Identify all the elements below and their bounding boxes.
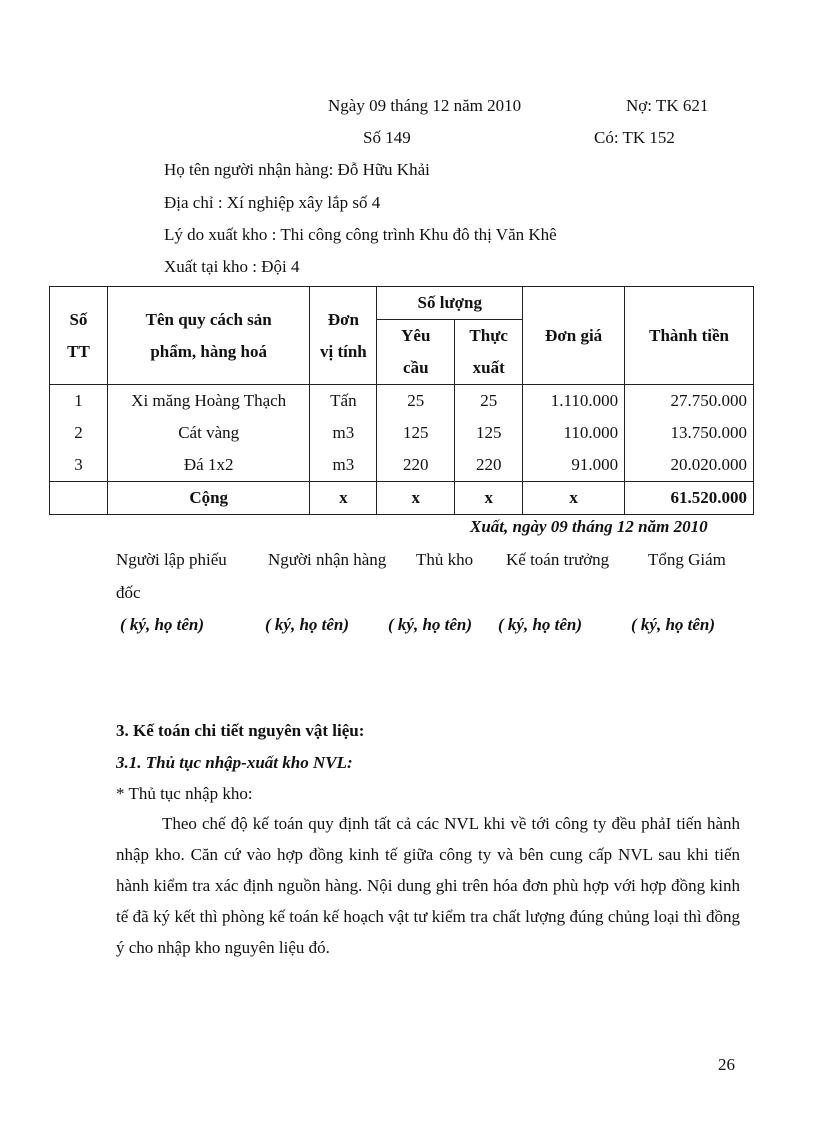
col-req-header: Yêu cầu — [377, 320, 455, 385]
row-price: 91.000 — [523, 449, 625, 482]
table-row — [50, 385, 754, 418]
row-unit: m3 — [310, 417, 377, 449]
sign-note: ( ký, họ tên) — [120, 615, 205, 634]
row-act: 220 — [455, 449, 523, 482]
col-amount-header: Thành tiền — [625, 287, 754, 385]
role-receiver: Người nhận hàng — [268, 550, 387, 569]
table-header-row-1 — [50, 287, 754, 320]
col-price-header: Đơn giá — [523, 287, 625, 385]
row-stt: 1 — [50, 385, 108, 418]
total-unit: x — [310, 482, 377, 515]
row-stt: 2 — [50, 417, 108, 449]
receiver-name: Họ tên người nhận hàng: Đỗ Hữu Khải — [164, 160, 430, 179]
row-req: 125 — [377, 417, 455, 449]
row-act: 25 — [455, 385, 523, 418]
bullet-line: * Thủ tục nhập kho: — [116, 784, 253, 803]
table-row — [50, 449, 754, 482]
row-req: 220 — [377, 449, 455, 482]
row-req: 25 — [377, 385, 455, 418]
total-row — [50, 482, 754, 515]
sign-note: ( ký, họ tên) — [388, 615, 473, 634]
sign-note: ( ký, họ tên) — [631, 615, 716, 634]
row-stt: 3 — [50, 449, 108, 482]
total-stt-empty — [50, 482, 108, 515]
issue-date-line: Xuất, ngày 09 tháng 12 năm 2010 — [470, 517, 708, 536]
section-subheading: 3.1. Thủ tục nhập-xuất kho NVL: — [116, 753, 353, 772]
row-act: 125 — [455, 417, 523, 449]
row-amount: 20.020.000 — [625, 449, 754, 482]
body-paragraph-text: Theo chế độ kế toán quy định tất cả các NVL khi về tới công ty đều phảI tiến hành nhập kho. Căn cứ vào hợp đồng kinh tế giữa công ty và bên cung cấp NVL sau khi tiến hành kiểm tra xác định nguồn hàng. Nội dung ghi trên hóa đơn phù hợp với hợp đồng kinh tế đã ký kết thì phòng kế toán kế hoạch vật tư kiểm tra chất lượng đúng chủng loại thì đồng ý cho nhập kho nguyên liệu đó. — [116, 814, 740, 957]
section-heading: 3. Kế toán chi tiết nguyên vật liệu: — [116, 721, 365, 740]
row-price: 110.000 — [523, 417, 625, 449]
col-name-header: Tên quy cách sản phẩm, hàng hoá — [107, 287, 310, 385]
role-chief-accountant: Kế toán trưởng — [506, 550, 610, 569]
role-preparer: Người lập phiếu — [116, 550, 227, 569]
issue-table — [49, 286, 754, 515]
sign-note: ( ký, họ tên) — [498, 615, 583, 634]
row-name: Đá 1x2 — [107, 449, 310, 482]
issue-warehouse: Xuất tại kho : Đội 4 — [164, 257, 300, 276]
total-act: x — [455, 482, 523, 515]
debit-account: Nợ: TK 621 — [626, 96, 709, 115]
body-paragraph — [116, 808, 740, 963]
role-director: Tổng Giám — [648, 550, 726, 569]
role-storekeeper: Thủ kho — [416, 550, 474, 569]
row-name: Cát vàng — [107, 417, 310, 449]
role-director-cont: đốc — [116, 583, 141, 602]
total-amount: 61.520.000 — [625, 482, 754, 515]
voucher-date: Ngày 09 tháng 12 năm 2010 — [328, 96, 522, 115]
page-number: 26 — [718, 1055, 735, 1074]
col-unit-header: Đơn vị tính — [310, 287, 377, 385]
issue-reason: Lý do xuất kho : Thi công công trình Khu đô thị Văn Khê — [164, 225, 557, 244]
total-price: x — [523, 482, 625, 515]
receiver-address: Địa chỉ : Xí nghiệp xây lắp số 4 — [164, 193, 381, 212]
col-stt-header: Số TT — [50, 287, 108, 385]
row-unit: Tấn — [310, 385, 377, 418]
row-unit: m3 — [310, 449, 377, 482]
total-req: x — [377, 482, 455, 515]
sign-note: ( ký, họ tên) — [265, 615, 350, 634]
col-act-header: Thực xuất — [455, 320, 523, 385]
row-name: Xi măng Hoàng Thạch — [107, 385, 310, 418]
row-amount: 13.750.000 — [625, 417, 754, 449]
row-amount: 27.750.000 — [625, 385, 754, 418]
credit-account: Có: TK 152 — [594, 128, 675, 147]
col-qty-header: Số lượng — [377, 287, 523, 320]
table-row — [50, 417, 754, 449]
total-label: Cộng — [107, 482, 310, 515]
voucher-number: Số 149 — [363, 128, 411, 147]
row-price: 1.110.000 — [523, 385, 625, 418]
